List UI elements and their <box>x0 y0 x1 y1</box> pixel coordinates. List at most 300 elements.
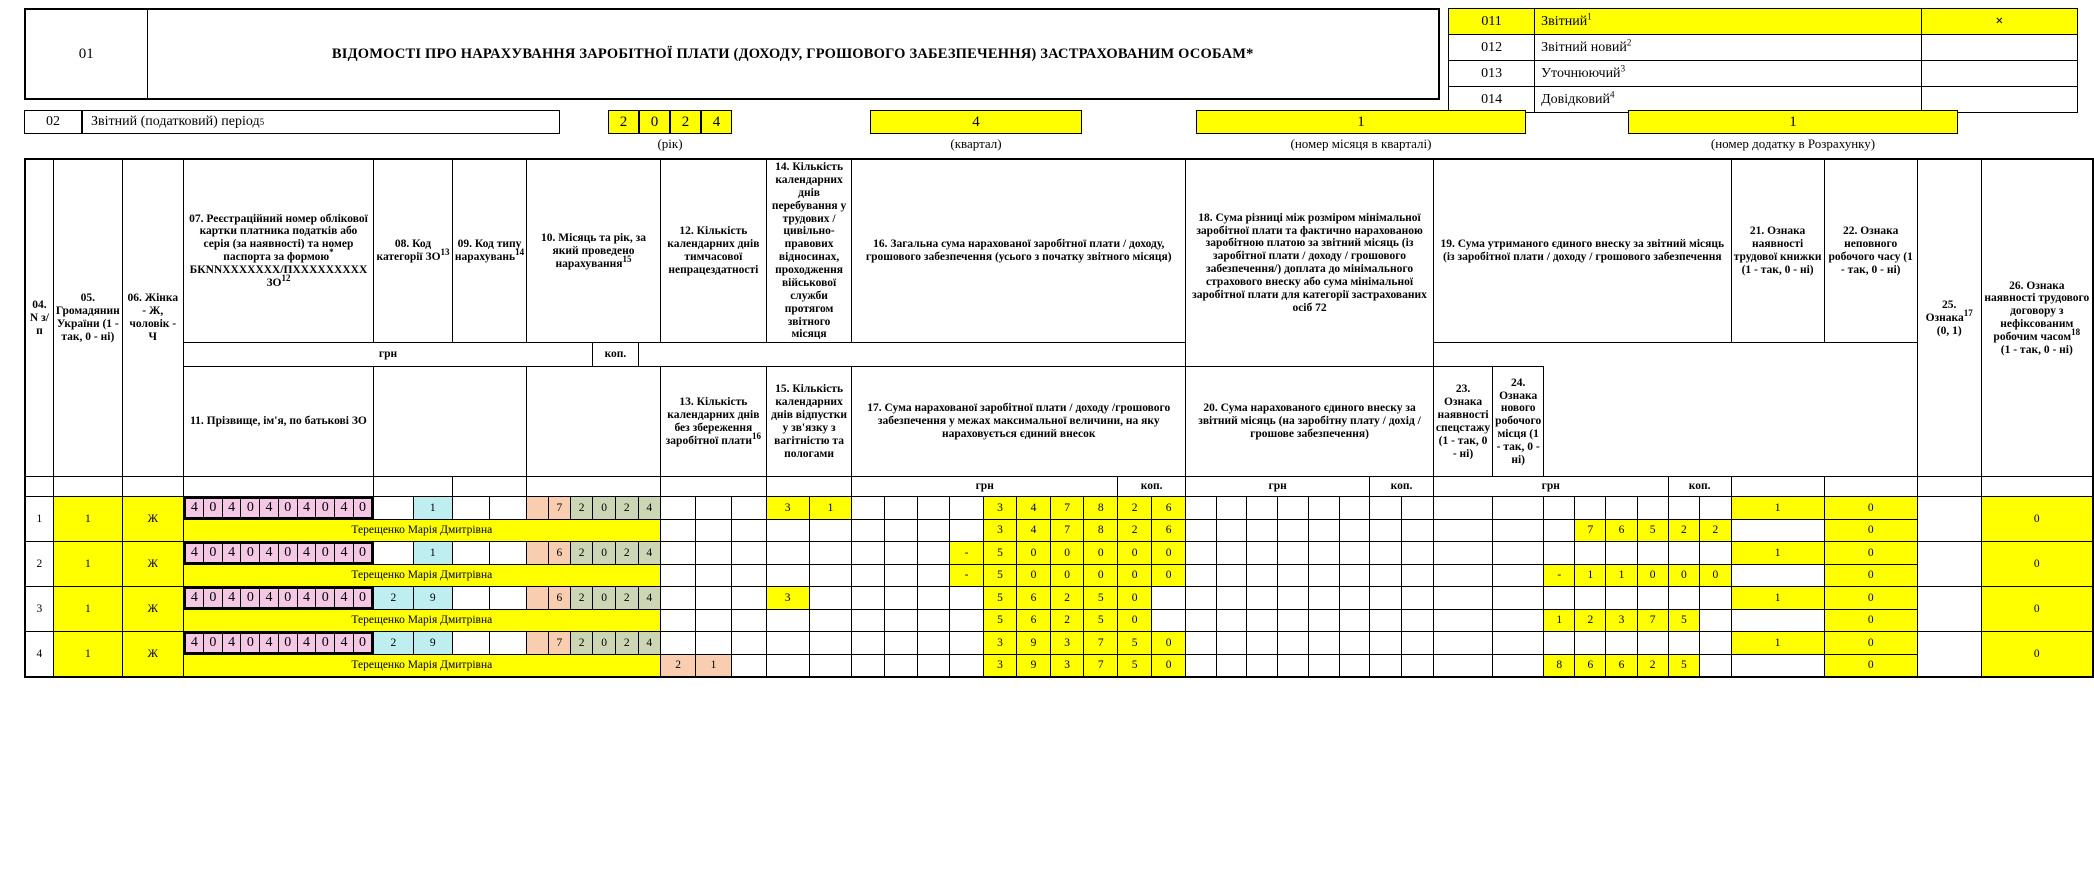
row-4-maternity-days-2[interactable] <box>809 655 852 677</box>
row-2-capped-grn-5[interactable]: 5 <box>983 565 1017 587</box>
row-1-accrued-grn-3[interactable] <box>1544 520 1575 542</box>
row-2-total-grn-7[interactable]: 0 <box>1050 542 1084 565</box>
row-3-total-kop-2[interactable] <box>1152 587 1186 610</box>
row-3-diff2-grn-6[interactable] <box>1339 610 1370 632</box>
row-4-full-name[interactable]: Терещенко Марія Дмитрівна <box>183 655 660 677</box>
row-1-withheld-grn-5[interactable] <box>1606 497 1637 520</box>
row-3-capped-grn-4[interactable] <box>950 610 983 632</box>
row-1-capped-kop-1[interactable]: 2 <box>1118 520 1152 542</box>
row-4-withheld-kop-1[interactable] <box>1668 632 1700 655</box>
row-1-withheld-grn-6[interactable] <box>1637 497 1668 520</box>
row-3-capped-grn-6[interactable]: 6 <box>1017 610 1051 632</box>
row-4-capped-grn-8[interactable]: 7 <box>1084 655 1118 677</box>
row-1-full-name[interactable]: Терещенко Марія Дмитрівна <box>183 520 660 542</box>
report-type-mark-014[interactable] <box>1921 87 2077 113</box>
row-2-diff2-grn-6[interactable] <box>1339 565 1370 587</box>
row-3-capped-kop-2[interactable] <box>1152 610 1186 632</box>
row-3-diff-kop-1[interactable] <box>1370 587 1402 610</box>
row-4-labour-book-flag[interactable]: 1 <box>1731 632 1824 655</box>
row-3-diff2-kop-1[interactable] <box>1370 610 1402 632</box>
row-3-work-days-2[interactable] <box>809 587 852 610</box>
row-1-total-grn-6[interactable]: 4 <box>1017 497 1051 520</box>
row-4-unpaid-days-2[interactable]: 1 <box>696 655 731 677</box>
row-4-diff-grn-4[interactable] <box>1278 632 1309 655</box>
row-1-tax-id-digit-2[interactable]: 0 <box>203 498 222 518</box>
row-2-month-year-6[interactable]: 4 <box>638 542 660 565</box>
row-4-parttime-flag[interactable]: 0 <box>1824 632 1917 655</box>
row-1-diff2-grn-6[interactable] <box>1339 520 1370 542</box>
row-1-diff-grn-6[interactable] <box>1339 497 1370 520</box>
row-2-withheld-grn-6[interactable] <box>1637 542 1668 565</box>
row-1-withheld-grn-3[interactable] <box>1544 497 1575 520</box>
row-3-total-grn-6[interactable]: 6 <box>1017 587 1051 610</box>
row-4-tax-id-digit-8[interactable]: 0 <box>316 633 335 653</box>
row-2-sick-days-1[interactable] <box>660 542 695 565</box>
row-1-withheld-grn-4[interactable] <box>1575 497 1606 520</box>
row-2-tax-id-digit-6[interactable]: 0 <box>278 543 297 563</box>
row-1-capped-kop-2[interactable]: 6 <box>1152 520 1186 542</box>
row-1-diff-grn-3[interactable] <box>1247 497 1278 520</box>
row-4-diff-kop-1[interactable] <box>1370 632 1402 655</box>
row-2-unpaid-days-3[interactable] <box>731 565 766 587</box>
row-4-month-year-5[interactable]: 2 <box>615 632 638 655</box>
row-3-withheld-grn-6[interactable] <box>1637 587 1668 610</box>
row-2-tax-id-digit-1[interactable]: 4 <box>185 543 204 563</box>
row-3-tax-id-digit-2[interactable]: 0 <box>203 588 222 608</box>
row-1-work-days-2[interactable]: 1 <box>809 497 852 520</box>
row-1-month-year-3[interactable]: 2 <box>571 497 593 520</box>
row-2-charge-type-2[interactable] <box>489 542 526 565</box>
row-1-diff2-kop-1[interactable] <box>1370 520 1402 542</box>
row-4-withheld-grn-2[interactable] <box>1493 632 1544 655</box>
row-1-diff2-grn-3[interactable] <box>1247 520 1278 542</box>
row-3-special-service-flag[interactable] <box>1731 610 1824 632</box>
row-3-diff-grn-5[interactable] <box>1308 587 1339 610</box>
row-1-capped-grn-8[interactable]: 8 <box>1084 520 1118 542</box>
row-1-capped-grn-3[interactable] <box>917 520 950 542</box>
row-2-diff-grn-2[interactable] <box>1216 542 1247 565</box>
period-appendix-input[interactable]: 1 <box>1628 110 1958 134</box>
row-2-total-grn-1[interactable] <box>852 542 885 565</box>
row-4-accrued-grn-2[interactable] <box>1493 655 1544 677</box>
row-2-accrued-kop-1[interactable]: 0 <box>1668 565 1700 587</box>
row-2-diff2-kop-2[interactable] <box>1402 565 1434 587</box>
row-3-diff-grn-3[interactable] <box>1247 587 1278 610</box>
row-3-sign-flag[interactable] <box>1917 587 1981 632</box>
row-2-capped-kop-1[interactable]: 0 <box>1118 565 1152 587</box>
row-4-diff2-kop-1[interactable] <box>1370 655 1402 677</box>
row-1-category-2[interactable]: 1 <box>413 497 452 520</box>
report-type-mark-011[interactable]: × <box>1921 9 2077 35</box>
row-4-tax-id-digit-2[interactable]: 0 <box>203 633 222 653</box>
row-4-accrued-grn-5[interactable]: 6 <box>1606 655 1637 677</box>
row-3-sex[interactable]: Ж <box>122 587 183 632</box>
row-3-capped-grn-8[interactable]: 5 <box>1084 610 1118 632</box>
row-3-category-2[interactable]: 9 <box>413 587 452 610</box>
row-2-total-grn-2[interactable] <box>885 542 918 565</box>
row-1-accrued-grn-6[interactable]: 5 <box>1637 520 1668 542</box>
row-2-diff2-grn-2[interactable] <box>1216 565 1247 587</box>
row-2-accrued-grn-4[interactable]: 1 <box>1575 565 1606 587</box>
row-3-tax-id-digit-4[interactable]: 0 <box>241 588 260 608</box>
row-4-sick-days-3[interactable] <box>731 632 766 655</box>
row-2-full-name[interactable]: Терещенко Марія Дмитрівна <box>183 565 660 587</box>
row-4-month-year-3[interactable]: 2 <box>571 632 593 655</box>
row-3-diff2-grn-2[interactable] <box>1216 610 1247 632</box>
row-1-diff-grn-1[interactable] <box>1186 497 1217 520</box>
row-3-tax-id-digit-5[interactable]: 4 <box>260 588 279 608</box>
row-4-total-kop-2[interactable]: 0 <box>1152 632 1186 655</box>
row-4-charge-type-1[interactable] <box>452 632 489 655</box>
row-1-tax-id-digit-7[interactable]: 4 <box>297 498 316 518</box>
row-4-capped-kop-2[interactable]: 0 <box>1152 655 1186 677</box>
row-1-total-kop-2[interactable]: 6 <box>1152 497 1186 520</box>
row-2-work-days-1[interactable] <box>766 542 809 565</box>
row-4-work-days-1[interactable] <box>766 632 809 655</box>
row-2-unpaid-days-1[interactable] <box>660 565 695 587</box>
row-1-tax-id-digit-10[interactable]: 0 <box>353 498 372 518</box>
row-4-tax-id-digit-9[interactable]: 4 <box>335 633 354 653</box>
row-1-diff2-grn-2[interactable] <box>1216 520 1247 542</box>
row-1-unpaid-days-2[interactable] <box>696 520 731 542</box>
row-2-tax-id-digit-3[interactable]: 4 <box>222 543 241 563</box>
row-4-capped-kop-1[interactable]: 5 <box>1118 655 1152 677</box>
row-4-total-grn-7[interactable]: 3 <box>1050 632 1084 655</box>
row-3-capped-grn-1[interactable] <box>852 610 885 632</box>
row-4-category-1[interactable]: 2 <box>374 632 413 655</box>
row-1-accrued-grn-1[interactable] <box>1433 520 1492 542</box>
row-4-total-grn-3[interactable] <box>917 632 950 655</box>
row-2-capped-grn-8[interactable]: 0 <box>1084 565 1118 587</box>
row-2-tax-id-digit-8[interactable]: 0 <box>316 543 335 563</box>
row-4-category-2[interactable]: 9 <box>413 632 452 655</box>
row-2-tax-id-digit-2[interactable]: 0 <box>203 543 222 563</box>
row-1-tax-id-digit-3[interactable]: 4 <box>222 498 241 518</box>
row-4-special-service-flag[interactable] <box>1731 655 1824 677</box>
row-1-total-grn-4[interactable] <box>950 497 983 520</box>
row-4-withheld-grn-3[interactable] <box>1544 632 1575 655</box>
row-1-tax-id-digit-8[interactable]: 0 <box>316 498 335 518</box>
row-1-withheld-kop-1[interactable] <box>1668 497 1700 520</box>
row-1-charge-type-2[interactable] <box>489 497 526 520</box>
row-3-nonfixed-contract-flag[interactable]: 0 <box>1981 587 2093 632</box>
row-2-parttime-flag[interactable]: 0 <box>1824 542 1917 565</box>
row-1-diff-grn-5[interactable] <box>1308 497 1339 520</box>
row-2-category-1[interactable] <box>374 542 413 565</box>
row-4-diff2-grn-6[interactable] <box>1339 655 1370 677</box>
row-1-tax-id-digit-6[interactable]: 0 <box>278 498 297 518</box>
row-4-accrued-grn-6[interactable]: 2 <box>1637 655 1668 677</box>
row-4-withheld-grn-5[interactable] <box>1606 632 1637 655</box>
row-1-diff-grn-4[interactable] <box>1278 497 1309 520</box>
row-1-maternity-days-1[interactable] <box>766 520 809 542</box>
row-4-diff-grn-3[interactable] <box>1247 632 1278 655</box>
row-3-sick-days-2[interactable] <box>696 587 731 610</box>
row-1-capped-grn-2[interactable] <box>885 520 918 542</box>
row-3-accrued-grn-4[interactable]: 2 <box>1575 610 1606 632</box>
row-2-accrued-grn-3[interactable]: - <box>1544 565 1575 587</box>
row-2-citizen[interactable]: 1 <box>53 542 122 587</box>
row-3-total-grn-5[interactable]: 5 <box>983 587 1017 610</box>
row-4-tax-id-digit-1[interactable]: 4 <box>185 633 204 653</box>
row-3-diff-kop-2[interactable] <box>1402 587 1434 610</box>
row-2-accrued-grn-5[interactable]: 1 <box>1606 565 1637 587</box>
row-1-accrued-grn-2[interactable] <box>1493 520 1544 542</box>
row-3-month-year-5[interactable]: 2 <box>615 587 638 610</box>
row-2-diff-kop-1[interactable] <box>1370 542 1402 565</box>
row-1-month-year-2[interactable]: 7 <box>548 497 570 520</box>
row-1-category-1[interactable] <box>374 497 413 520</box>
row-2-accrued-grn-1[interactable] <box>1433 565 1492 587</box>
row-2-diff-grn-4[interactable] <box>1278 542 1309 565</box>
row-4-total-grn-2[interactable] <box>885 632 918 655</box>
row-1-accrued-kop-1[interactable]: 2 <box>1668 520 1700 542</box>
row-3-new-workplace-flag[interactable]: 0 <box>1824 610 1917 632</box>
row-4-capped-grn-3[interactable] <box>917 655 950 677</box>
row-1-month-year-4[interactable]: 0 <box>593 497 616 520</box>
row-3-unpaid-days-1[interactable] <box>660 610 695 632</box>
row-2-withheld-grn-3[interactable] <box>1544 542 1575 565</box>
row-4-capped-grn-7[interactable]: 3 <box>1050 655 1084 677</box>
row-4-work-days-2[interactable] <box>809 632 852 655</box>
row-2-withheld-grn-4[interactable] <box>1575 542 1606 565</box>
row-4-diff-kop-2[interactable] <box>1402 632 1434 655</box>
row-2-withheld-grn-5[interactable] <box>1606 542 1637 565</box>
row-3-accrued-grn-2[interactable] <box>1493 610 1544 632</box>
row-4-nonfixed-contract-flag[interactable]: 0 <box>1981 632 2093 677</box>
row-2-withheld-kop-1[interactable] <box>1668 542 1700 565</box>
row-4-tax-id[interactable] <box>183 632 373 655</box>
row-4-total-grn-6[interactable]: 9 <box>1017 632 1051 655</box>
row-2-special-service-flag[interactable] <box>1731 565 1824 587</box>
row-4-diff2-kop-2[interactable] <box>1402 655 1434 677</box>
row-3-withheld-kop-1[interactable] <box>1668 587 1700 610</box>
row-4-total-grn-8[interactable]: 7 <box>1084 632 1118 655</box>
report-type-row-014[interactable] <box>1449 87 2078 113</box>
row-3-tax-id-digit-6[interactable]: 0 <box>278 588 297 608</box>
row-2-diff2-grn-5[interactable] <box>1308 565 1339 587</box>
row-2-sick-days-3[interactable] <box>731 542 766 565</box>
row-2-total-grn-4[interactable]: - <box>950 542 983 565</box>
row-2-capped-grn-3[interactable] <box>917 565 950 587</box>
row-2-sex[interactable]: Ж <box>122 542 183 587</box>
row-1-capped-grn-6[interactable]: 4 <box>1017 520 1051 542</box>
row-4-month-year-6[interactable]: 4 <box>638 632 660 655</box>
row-2-diff2-grn-1[interactable] <box>1186 565 1217 587</box>
row-2-tax-id-digit-5[interactable]: 4 <box>260 543 279 563</box>
row-1-work-days-1[interactable]: 3 <box>766 497 809 520</box>
row-2-charge-type-1[interactable] <box>452 542 489 565</box>
row-2-unpaid-days-2[interactable] <box>696 565 731 587</box>
row-4-diff2-grn-1[interactable] <box>1186 655 1217 677</box>
row-2-accrued-grn-6[interactable]: 0 <box>1637 565 1668 587</box>
row-3-diff2-grn-1[interactable] <box>1186 610 1217 632</box>
period-quarter-input[interactable]: 4 <box>870 110 1082 134</box>
row-3-withheld-grn-1[interactable] <box>1433 587 1492 610</box>
row-2-diff2-grn-3[interactable] <box>1247 565 1278 587</box>
row-1-sign-flag[interactable] <box>1917 497 1981 542</box>
row-4-tax-id-digit-5[interactable]: 4 <box>260 633 279 653</box>
row-4-withheld-kop-2[interactable] <box>1700 632 1732 655</box>
row-1-diff-kop-1[interactable] <box>1370 497 1402 520</box>
row-4-month-year-2[interactable]: 7 <box>548 632 570 655</box>
row-1-diff-grn-2[interactable] <box>1216 497 1247 520</box>
row-4-citizen[interactable]: 1 <box>53 632 122 677</box>
row-4-total-grn-4[interactable] <box>950 632 983 655</box>
row-3-accrued-grn-6[interactable]: 7 <box>1637 610 1668 632</box>
row-1-charge-type-1[interactable] <box>452 497 489 520</box>
row-1-accrued-grn-5[interactable]: 6 <box>1606 520 1637 542</box>
row-3-charge-type-1[interactable] <box>452 587 489 610</box>
row-3-capped-grn-3[interactable] <box>917 610 950 632</box>
row-2-tax-id-digit-10[interactable]: 0 <box>353 543 372 563</box>
row-3-withheld-kop-2[interactable] <box>1700 587 1732 610</box>
row-3-diff2-grn-5[interactable] <box>1308 610 1339 632</box>
row-4-sex[interactable]: Ж <box>122 632 183 677</box>
row-4-diff2-grn-5[interactable] <box>1308 655 1339 677</box>
row-4-capped-grn-4[interactable] <box>950 655 983 677</box>
row-1-tax-id-digit-4[interactable]: 0 <box>241 498 260 518</box>
row-2-capped-grn-1[interactable] <box>852 565 885 587</box>
row-4-unpaid-days-1[interactable]: 2 <box>660 655 695 677</box>
row-1-diff2-grn-1[interactable] <box>1186 520 1217 542</box>
row-3-labour-book-flag[interactable]: 1 <box>1731 587 1824 610</box>
row-4-new-workplace-flag[interactable]: 0 <box>1824 655 1917 677</box>
row-4-total-grn-5[interactable]: 3 <box>983 632 1017 655</box>
row-3-total-grn-2[interactable] <box>885 587 918 610</box>
row-4-tax-id-digit-4[interactable]: 0 <box>241 633 260 653</box>
row-1-month-year-1[interactable] <box>527 497 549 520</box>
row-4-capped-grn-5[interactable]: 3 <box>983 655 1017 677</box>
row-1-diff2-kop-2[interactable] <box>1402 520 1434 542</box>
row-2-diff-grn-1[interactable] <box>1186 542 1217 565</box>
row-3-month-year-2[interactable]: 6 <box>548 587 570 610</box>
row-2-diff-grn-5[interactable] <box>1308 542 1339 565</box>
row-2-category-2[interactable]: 1 <box>413 542 452 565</box>
row-2-total-grn-5[interactable]: 5 <box>983 542 1017 565</box>
row-1-maternity-days-2[interactable] <box>809 520 852 542</box>
row-2-total-kop-1[interactable]: 0 <box>1118 542 1152 565</box>
row-3-diff-grn-6[interactable] <box>1339 587 1370 610</box>
row-2-maternity-days-1[interactable] <box>766 565 809 587</box>
report-type-row-011[interactable] <box>1449 9 2078 35</box>
row-1-month-year-5[interactable]: 2 <box>615 497 638 520</box>
row-4-diff2-grn-2[interactable] <box>1216 655 1247 677</box>
row-3-capped-grn-5[interactable]: 5 <box>983 610 1017 632</box>
row-3-month-year-4[interactable]: 0 <box>593 587 616 610</box>
row-4-withheld-grn-6[interactable] <box>1637 632 1668 655</box>
row-3-month-year-1[interactable] <box>527 587 549 610</box>
row-4-tax-id-digit-6[interactable]: 0 <box>278 633 297 653</box>
row-4-accrued-kop-1[interactable]: 5 <box>1668 655 1700 677</box>
row-4-month-year-1[interactable] <box>527 632 549 655</box>
row-2-accrued-grn-2[interactable] <box>1493 565 1544 587</box>
row-3-diff-grn-4[interactable] <box>1278 587 1309 610</box>
row-4-accrued-grn-3[interactable]: 8 <box>1544 655 1575 677</box>
row-3-tax-id-digit-8[interactable]: 0 <box>316 588 335 608</box>
row-2-capped-grn-4[interactable]: - <box>950 565 983 587</box>
row-3-total-grn-7[interactable]: 2 <box>1050 587 1084 610</box>
row-1-nonfixed-contract-flag[interactable]: 0 <box>1981 497 2093 542</box>
row-3-maternity-days-1[interactable] <box>766 610 809 632</box>
row-3-withheld-grn-2[interactable] <box>1493 587 1544 610</box>
row-1-diff2-grn-5[interactable] <box>1308 520 1339 542</box>
row-4-capped-grn-1[interactable] <box>852 655 885 677</box>
row-4-unpaid-days-3[interactable] <box>731 655 766 677</box>
row-4-diff-grn-6[interactable] <box>1339 632 1370 655</box>
row-4-withheld-grn-4[interactable] <box>1575 632 1606 655</box>
row-1-total-grn-8[interactable]: 8 <box>1084 497 1118 520</box>
row-1-capped-grn-1[interactable] <box>852 520 885 542</box>
row-2-withheld-kop-2[interactable] <box>1700 542 1732 565</box>
row-2-total-grn-8[interactable]: 0 <box>1084 542 1118 565</box>
row-2-labour-book-flag[interactable]: 1 <box>1731 542 1824 565</box>
row-1-tax-id-digit-1[interactable]: 4 <box>185 498 204 518</box>
row-2-sign-flag[interactable] <box>1917 542 1981 587</box>
row-4-sick-days-1[interactable] <box>660 632 695 655</box>
row-3-accrued-grn-1[interactable] <box>1433 610 1492 632</box>
row-2-diff-grn-3[interactable] <box>1247 542 1278 565</box>
row-2-nonfixed-contract-flag[interactable]: 0 <box>1981 542 2093 587</box>
row-1-total-kop-1[interactable]: 2 <box>1118 497 1152 520</box>
row-2-month-year-5[interactable]: 2 <box>615 542 638 565</box>
row-3-parttime-flag[interactable]: 0 <box>1824 587 1917 610</box>
period-year-digit-2[interactable]: 0 <box>639 110 670 134</box>
row-3-sick-days-3[interactable] <box>731 587 766 610</box>
row-2-total-grn-3[interactable] <box>917 542 950 565</box>
row-2-work-days-2[interactable] <box>809 542 852 565</box>
row-2-diff2-kop-1[interactable] <box>1370 565 1402 587</box>
row-2-tax-id-digit-7[interactable]: 4 <box>297 543 316 563</box>
report-type-mark-013[interactable] <box>1921 61 2077 87</box>
row-2-accrued-kop-2[interactable]: 0 <box>1700 565 1732 587</box>
row-4-month-year-4[interactable]: 0 <box>593 632 616 655</box>
row-1-withheld-grn-2[interactable] <box>1493 497 1544 520</box>
period-year-digit-1[interactable]: 2 <box>608 110 639 134</box>
row-3-month-year-3[interactable]: 2 <box>571 587 593 610</box>
period-year-digit-4[interactable]: 4 <box>701 110 732 134</box>
row-2-withheld-grn-2[interactable] <box>1493 542 1544 565</box>
row-1-special-service-flag[interactable] <box>1731 520 1824 542</box>
period-year-digit-3[interactable]: 2 <box>670 110 701 134</box>
row-3-unpaid-days-2[interactable] <box>696 610 731 632</box>
row-1-tax-id[interactable] <box>183 497 373 520</box>
row-4-maternity-days-1[interactable] <box>766 655 809 677</box>
row-3-total-grn-3[interactable] <box>917 587 950 610</box>
row-2-tax-id-digit-9[interactable]: 4 <box>335 543 354 563</box>
row-4-accrued-grn-1[interactable] <box>1433 655 1492 677</box>
row-4-diff-grn-5[interactable] <box>1308 632 1339 655</box>
row-3-tax-id-digit-7[interactable]: 4 <box>297 588 316 608</box>
row-4-diff-grn-2[interactable] <box>1216 632 1247 655</box>
row-1-sick-days-2[interactable] <box>696 497 731 520</box>
row-2-diff-kop-2[interactable] <box>1402 542 1434 565</box>
row-1-month-year-6[interactable]: 4 <box>638 497 660 520</box>
row-3-accrued-grn-3[interactable]: 1 <box>1544 610 1575 632</box>
row-3-diff2-grn-3[interactable] <box>1247 610 1278 632</box>
row-3-capped-grn-7[interactable]: 2 <box>1050 610 1084 632</box>
row-3-total-kop-1[interactable]: 0 <box>1118 587 1152 610</box>
row-3-category-1[interactable]: 2 <box>374 587 413 610</box>
row-3-withheld-grn-5[interactable] <box>1606 587 1637 610</box>
row-3-full-name[interactable]: Терещенко Марія Дмитрівна <box>183 610 660 632</box>
row-4-withheld-grn-1[interactable] <box>1433 632 1492 655</box>
row-3-withheld-grn-3[interactable] <box>1544 587 1575 610</box>
row-1-capped-grn-7[interactable]: 7 <box>1050 520 1084 542</box>
row-3-diff-grn-2[interactable] <box>1216 587 1247 610</box>
row-1-citizen[interactable]: 1 <box>53 497 122 542</box>
row-4-capped-grn-6[interactable]: 9 <box>1017 655 1051 677</box>
